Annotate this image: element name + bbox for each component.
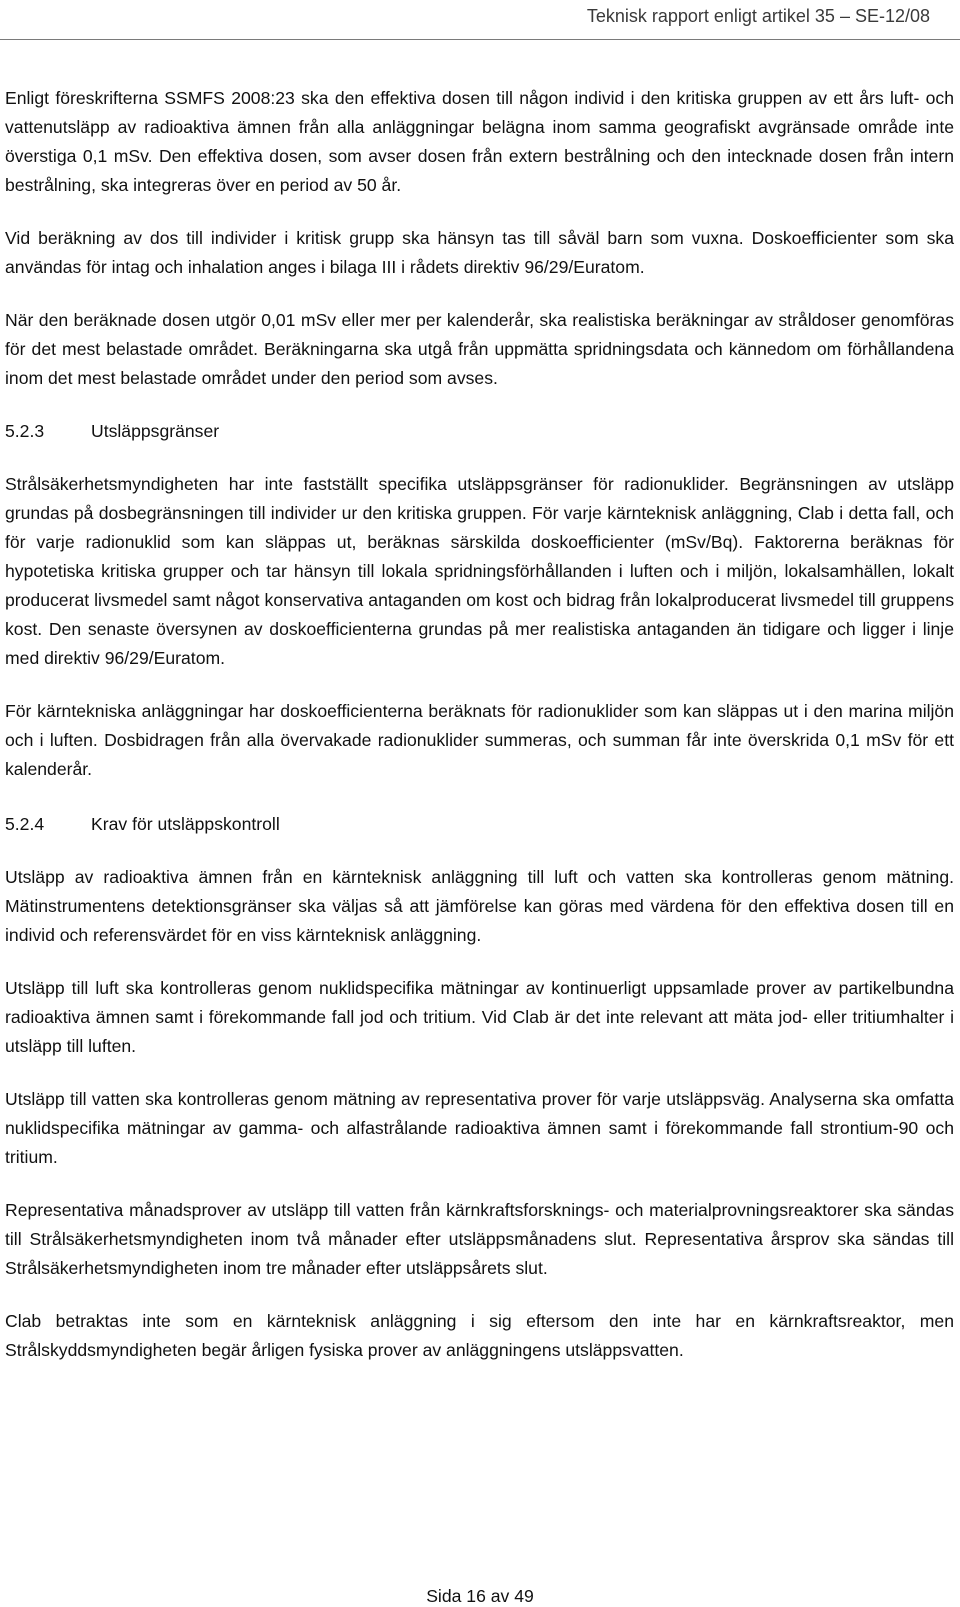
paragraph-dose-coefficients: För kärntekniska anläggningar har doskoefficienterna beräknats för radionuklider som kan släppas ut i den marina miljön och i luften. Dosbidragen från alla övervakade radionuklider summeras, och summan får inte överskrida 0,1 mSv för ett kalenderår. — [5, 701, 954, 779]
section-title: Krav för utsläppskontroll — [91, 814, 280, 834]
paragraph-air-releases: Utsläpp till luft ska kontrolleras genom nuklidspecifika mätningar av kontinuerligt uppsamlade prover av partikelbundna radioaktiva ämnen samt i förekommande fall jod och tritium. Vid Clab är det inte relevant att mäta jod- eller tritiumhalter i utsläpp till luften. — [5, 978, 954, 1056]
paragraph-monthly-samples: Representativa månadsprover av utsläpp till vatten från kärnkraftsforsknings- och materialprovningsreaktorer ska sändas till Strålsäkerhetsmyndigheten inom två månader efter utsläppsmånadens slut. Representativa årsprov ska sändas till Strålsäkerhetsmyndigheten inom tre månader efter utsläppsårets slut. — [5, 1200, 954, 1278]
document-body — [5, 84, 954, 1389]
paragraph-clab-status: Clab betraktas inte som en kärnteknisk anläggning i sig eftersom den inte har en kärnkraftsreaktor, men Strålskyddsmyndigheten begär årligen fysiska prover av anläggningens utsläppsvatten. — [5, 1311, 954, 1360]
paragraph-water-releases: Utsläpp till vatten ska kontrolleras genom mätning av representativa prover för varje utsläppsväg. Analyserna ska omfatta nuklidspecifika mätningar av gamma- och alfastrålande radioaktiva ämnen samt i förekommande fall strontium-90 och tritium. — [5, 1089, 954, 1167]
section-number: 5.2.3 — [5, 421, 45, 441]
report-title: Teknisk rapport enligt artikel 35 – SE-12/08 — [586, 6, 930, 26]
paragraph-dose-limit: Enligt föreskrifterna SSMFS 2008:23 ska den effektiva dosen till någon individ i den kritiska gruppen av ett års luft- och vattenutsläpp av radioaktiva ämnen från alla anläggningar belägna inom samma geografiskt avgränsade område inte överstiga 0,1 mSv. Den effektiva dosen, som avser dosen från extern bestrålning och den intecknade dosen från intern bestrålning, ska integreras över en period av 50 år. — [5, 88, 954, 195]
section-number: 5.2.4 — [5, 814, 45, 834]
header-divider — [0, 39, 960, 40]
page-header — [0, 0, 960, 40]
paragraph-critical-group: Vid beräkning av dos till individer i kritisk grupp ska hänsyn tas till såväl barn som vuxna. Doskoefficienter som ska användas för intag och inhalation anges i bilaga III i rådets direktiv 96/29/Euratom. — [5, 228, 954, 277]
section-title: Utsläppsgränser — [91, 421, 220, 441]
page-number: Sida 16 av 49 — [426, 1586, 534, 1606]
section-heading-523 — [5, 417, 954, 446]
paragraph-measurement: Utsläpp av radioaktiva ämnen från en kärnteknisk anläggning till luft och vatten ska kontrolleras genom mätning. Mätinstrumentens detektionsgränser ska väljas så att jämförelse kan göras med värdena för den effektiva dosen till en individ och referensvärdet för en viss kärnteknisk anläggning. — [5, 867, 954, 945]
paragraph-release-limits: Strålsäkerhetsmyndigheten har inte fastställt specifika utsläppsgränser för radionuklider. Begränsningen av utsläpp grundas på dosbegränsningen till individer ur den kritiska gruppen. För varje kärnteknisk anläggning, Clab i detta fall, och för varje radionuklid som kan släppas ut, beräknas särskilda doskoefficienter (mSv/Bq). Faktorerna beräknas för hypotetiska kritiska grupper och tar hänsyn till lokala spridningsförhållanden i luften och i miljön, lokalsamhällen, lokalt producerat livsmedel samt något konservativa antaganden om kost och bidrag från lokalproducerat livsmedel till gruppens kost. Den senaste översynen av doskoefficienterna grundas på mer realistiska antaganden än tidigare och ligger i linje med direktiv 96/29/Euratom. — [5, 474, 954, 668]
section-heading-524 — [5, 810, 954, 839]
paragraph-realistic-calculations: När den beräknade dosen utgör 0,01 mSv eller mer per kalenderår, ska realistiska beräkningar av stråldoser genomföras för det mest belastade området. Beräkningarna ska utgå från uppmätta spridningsdata och kännedom om förhållandena inom det mest belastade området under den period som avses. — [5, 310, 954, 388]
